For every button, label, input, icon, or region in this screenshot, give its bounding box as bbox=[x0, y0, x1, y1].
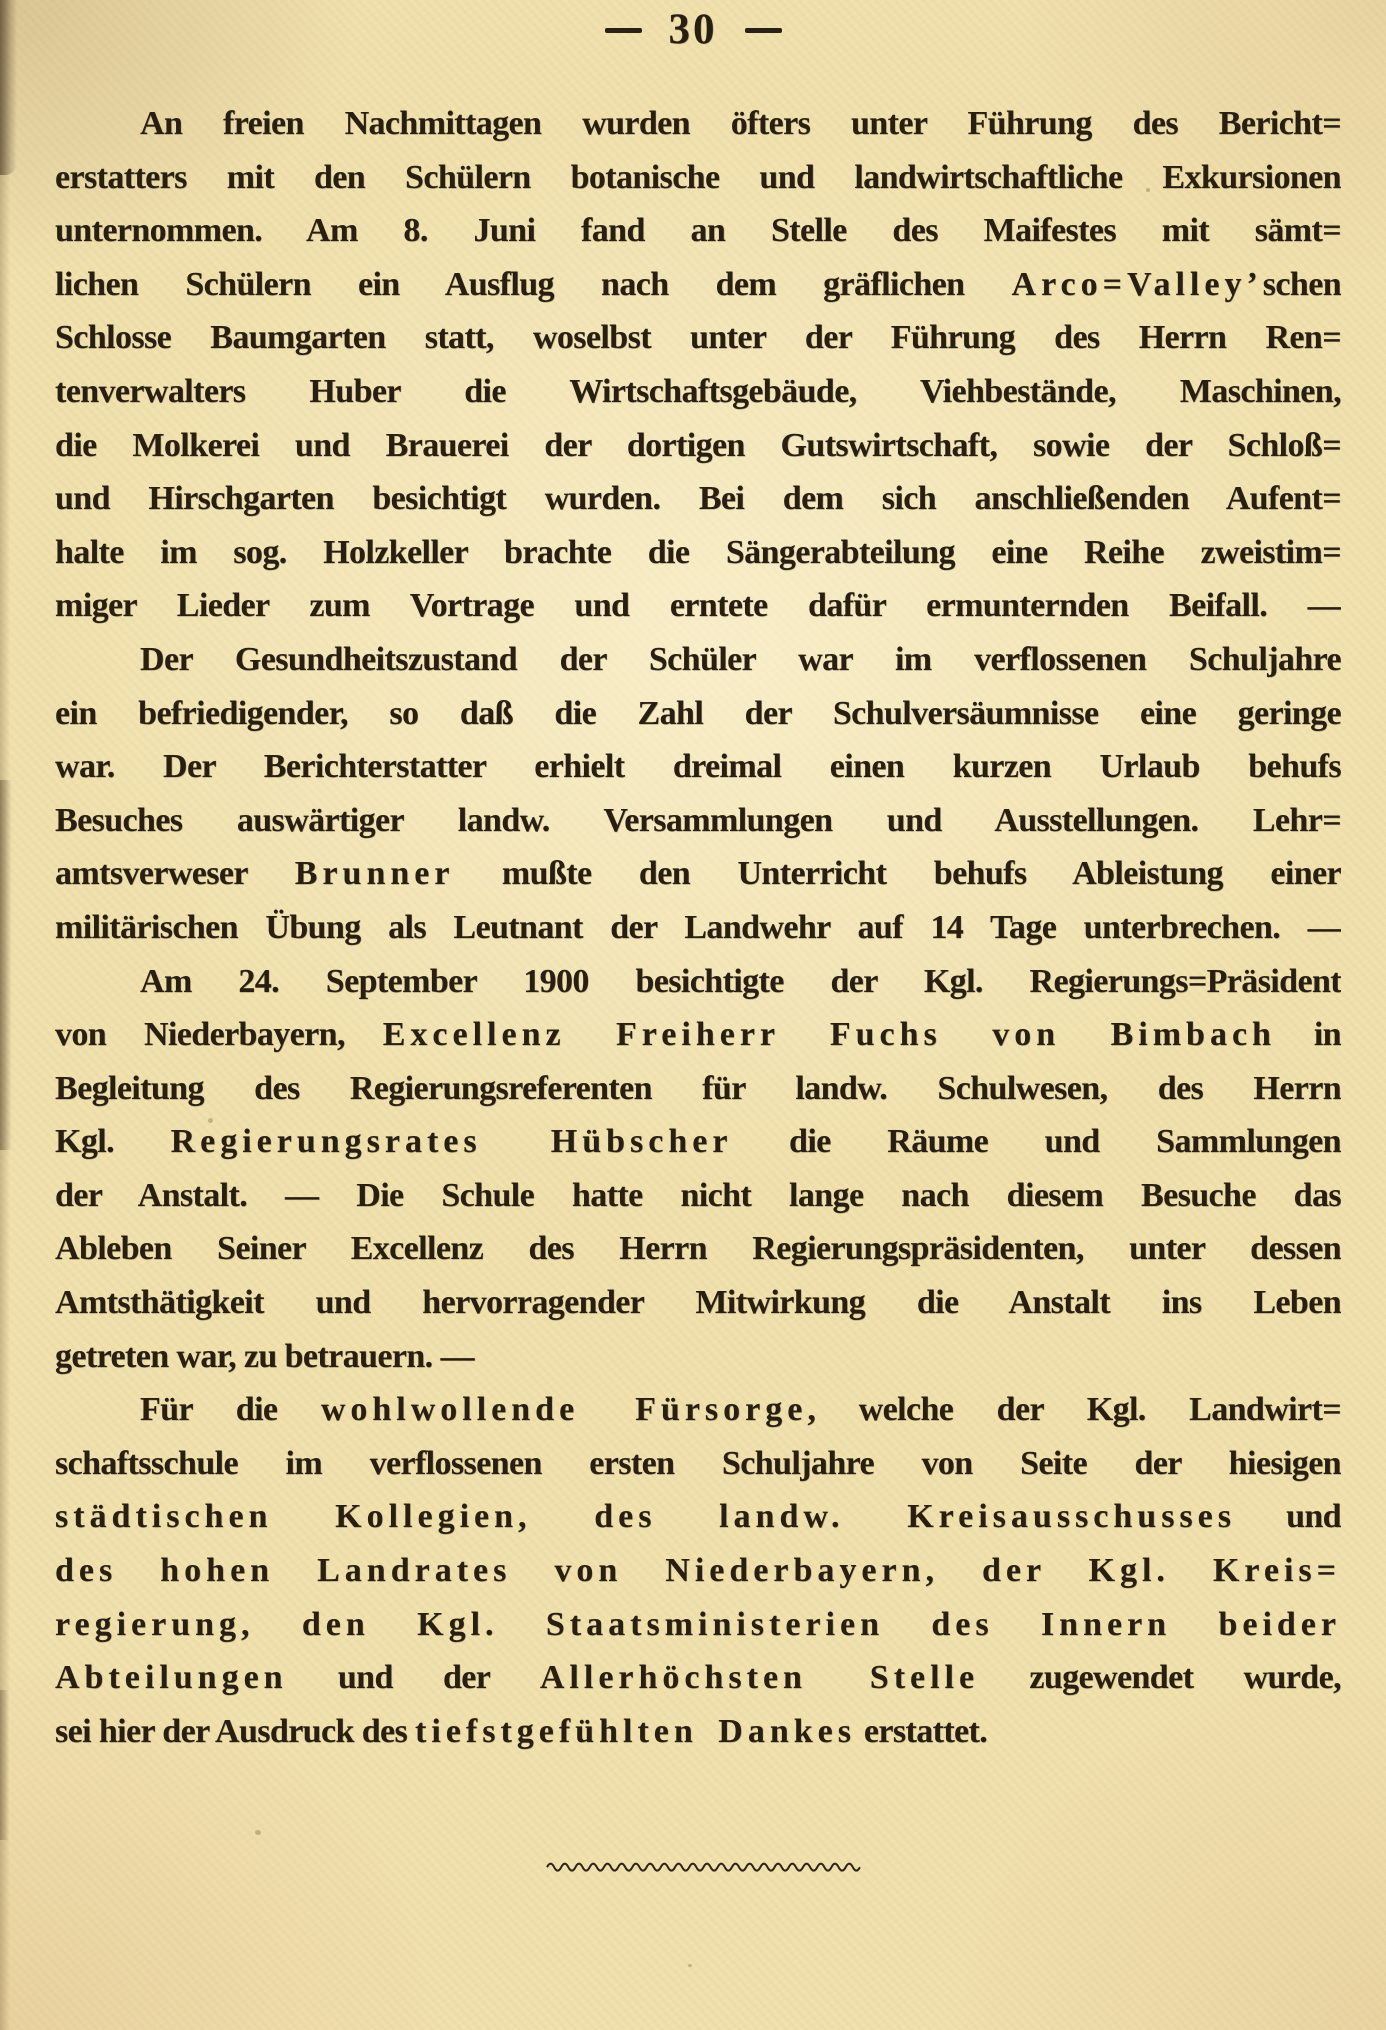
text-line bbox=[55, 1544, 1341, 1598]
letterspaced-text: Allerhöchsten Stelle bbox=[539, 1659, 980, 1697]
letterspaced-text: des hohen Landrates von Niederbayern, der Kgl. Kreis= bbox=[55, 1552, 1341, 1590]
text-line bbox=[55, 204, 1341, 258]
text-segment: erstatters mit den Schülern botanische und landwirtschaftliche Exkursionen bbox=[55, 158, 1341, 196]
text-segment: militärischen Übung als Leutnant der Landwehr auf 14 Tage unterbrechen. — bbox=[55, 908, 1341, 946]
text-segment: Besuches auswärtiger landw. Versammlungen und Ausstellungen. Lehr= bbox=[55, 801, 1341, 839]
text-segment: amtsverweser bbox=[55, 855, 295, 893]
text-line bbox=[55, 1705, 1341, 1759]
letterspaced-text: Arco=Valley’ bbox=[1011, 265, 1263, 303]
text-line bbox=[55, 1490, 1341, 1544]
text-segment: mußte den Unterricht behufs Ableistung einer bbox=[454, 855, 1341, 893]
letterspaced-text: tiefstgefühlten Dankes bbox=[415, 1712, 856, 1750]
text-segment: Der Gesundheitszustand der Schüler war im verflossenen Schuljahre bbox=[140, 640, 1341, 678]
scan-smudge bbox=[0, 780, 12, 1150]
text-segment: Am 24. September 1900 besichtigte der Kgl. Regierungs=Präsident bbox=[140, 962, 1341, 1000]
letterspaced-text: städtischen Kollegien, des landw. Kreisausschusses bbox=[55, 1498, 1236, 1536]
text-line bbox=[55, 1062, 1341, 1116]
text-line bbox=[55, 901, 1341, 955]
text-segment: in bbox=[1275, 1016, 1341, 1054]
text-line bbox=[55, 633, 1341, 687]
letterspaced-text: wohlwollende Fürsorge bbox=[320, 1391, 808, 1429]
text-segment: schen bbox=[1262, 265, 1341, 303]
text-line bbox=[55, 1383, 1341, 1437]
scan-smudge bbox=[0, 1690, 9, 1840]
text-segment: der Anstalt. — Die Schule hatte nicht lange nach diesem Besuche das bbox=[55, 1176, 1341, 1214]
text-segment: Für die bbox=[140, 1391, 321, 1429]
text-line bbox=[55, 1651, 1341, 1705]
text-segment: miger Lieder zum Vortrage und erntete dafür ermunternden Beifall. — bbox=[55, 587, 1341, 625]
text-line bbox=[55, 579, 1341, 633]
text-segment: An freien Nachmittagen wurden öfters unter Führung des Bericht= bbox=[140, 105, 1341, 142]
page-header bbox=[0, 6, 1386, 56]
text-line bbox=[55, 365, 1341, 419]
text-segment: von Niederbayern, bbox=[55, 1016, 383, 1054]
paragraph-1 bbox=[55, 97, 1341, 633]
text-segment: Begleitung des Regierungsreferenten für landw. Schulwesen, des Herrn bbox=[55, 1069, 1341, 1107]
text-line bbox=[55, 472, 1341, 526]
text-segment: schaftsschule im verflossenen ersten Schuljahre von Seite der hiesigen bbox=[55, 1444, 1341, 1482]
text-line bbox=[55, 526, 1341, 580]
text-line bbox=[55, 847, 1341, 901]
text-line bbox=[55, 1598, 1341, 1652]
paper-speck bbox=[688, 1964, 692, 1967]
wavy-line-divider bbox=[545, 1858, 865, 1874]
paragraph-3 bbox=[55, 955, 1341, 1384]
text-segment: lichen Schülern ein Ausflug nach dem gräflichen bbox=[55, 265, 1012, 303]
text-line bbox=[55, 419, 1341, 473]
paragraph-2 bbox=[55, 633, 1341, 955]
text-block bbox=[55, 97, 1341, 1758]
text-line bbox=[55, 97, 1341, 151]
text-line bbox=[55, 1115, 1341, 1169]
letterspaced-text: Brunner bbox=[294, 855, 455, 893]
text-segment: die Räume und Sammlungen bbox=[732, 1123, 1341, 1161]
text-line bbox=[55, 687, 1341, 741]
page-number-dash-right bbox=[745, 28, 782, 33]
text-segment: , welche der Kgl. Landwirt= bbox=[807, 1391, 1341, 1429]
paragraph-4 bbox=[55, 1383, 1341, 1758]
text-segment: erstattet. bbox=[855, 1712, 988, 1750]
text-segment: zugewendet wurde, bbox=[979, 1659, 1341, 1697]
letterspaced-text: Excellenz Freiherr Fuchs von Bimbach bbox=[382, 1016, 1276, 1054]
text-segment: war. Der Berichterstatter erhielt dreimal einen kurzen Urlaub behufs bbox=[55, 748, 1341, 786]
letterspaced-text: Regierungsrates Hübscher bbox=[170, 1123, 733, 1161]
letterspaced-text: Abteilungen bbox=[55, 1659, 288, 1697]
text-segment: Schlosse Baumgarten statt, woselbst unter der Führung des Herrn Ren= bbox=[55, 319, 1341, 357]
text-segment: sei hier der Ausdruck des bbox=[55, 1712, 416, 1750]
text-line bbox=[55, 1008, 1341, 1062]
text-segment: Ableben Seiner Excellenz des Herrn Regierungspräsidenten, unter dessen bbox=[55, 1230, 1341, 1268]
text-line bbox=[55, 311, 1341, 365]
text-segment: getreten war, zu betrauern. — bbox=[55, 1337, 474, 1375]
text-line bbox=[55, 1330, 1341, 1384]
page-number-dash-left bbox=[605, 28, 642, 33]
paper-speck bbox=[255, 1830, 261, 1835]
text-line bbox=[55, 794, 1341, 848]
page-number: 30 bbox=[668, 5, 718, 53]
text-line bbox=[55, 151, 1341, 205]
text-segment: unternommen. Am 8. Juni fand an Stelle des Maifestes mit sämt= bbox=[55, 212, 1341, 250]
text-segment: Amtsthätigkeit und hervorragender Mitwirkung die Anstalt ins Leben bbox=[55, 1284, 1341, 1322]
text-segment: tenverwalters Huber die Wirtschaftsgebäude, Viehbestände, Maschinen, bbox=[55, 372, 1341, 410]
text-line bbox=[55, 1437, 1341, 1491]
text-line bbox=[55, 740, 1341, 794]
text-line bbox=[55, 1222, 1341, 1276]
text-line bbox=[55, 955, 1341, 1009]
text-segment: ein befriedigender, so daß die Zahl der Schulversäumnisse eine geringe bbox=[55, 694, 1341, 732]
text-segment: und der bbox=[287, 1659, 540, 1697]
text-segment: und Hirschgarten besichtigt wurden. Bei dem sich anschließenden Aufent= bbox=[55, 480, 1341, 518]
text-segment: Kgl. bbox=[55, 1123, 171, 1161]
text-segment: halte im sog. Holzkeller brachte die Sängerabteilung eine Reihe zweistim= bbox=[55, 533, 1341, 571]
text-line bbox=[55, 1169, 1341, 1223]
text-segment: die Molkerei und Brauerei der dortigen Gutswirtschaft, sowie der Schloß= bbox=[55, 426, 1341, 464]
text-line bbox=[55, 1276, 1341, 1330]
text-line bbox=[55, 258, 1341, 312]
text-segment: und bbox=[1235, 1498, 1341, 1536]
letterspaced-text: regierung, den Kgl. Staatsministerien des Innern beider bbox=[55, 1605, 1341, 1643]
